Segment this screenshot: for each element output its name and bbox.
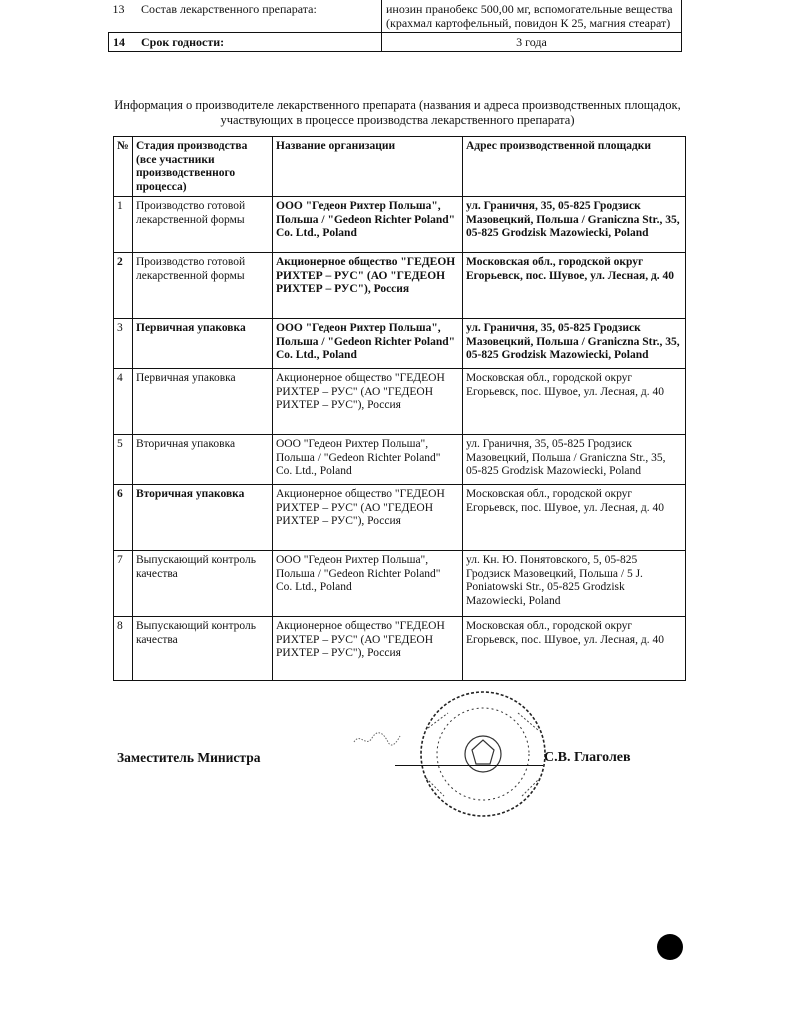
manufacturer-info-heading: Информация о производителе лекарственного препарата (названия и адреса производственных площадок, участвующих в процессе производства лекарственного препарата) xyxy=(114,98,681,127)
header-number: № xyxy=(114,137,133,197)
cell-number: 3 xyxy=(114,319,133,369)
cell-address: Московская обл., городской округ Егорьевск, пос. Шувое, ул. Лесная, д. 40 xyxy=(463,253,686,319)
header-stage: Стадия производства (все участники производственного процесса) xyxy=(133,137,273,197)
cell-organization: ООО "Гедеон Рихтер Польша", Польша / "Gedeon Richter Poland" Co. Ltd., Poland xyxy=(273,197,463,253)
cell-number: 6 xyxy=(114,485,133,551)
table-row xyxy=(114,617,686,681)
page-marker-dot xyxy=(657,934,683,960)
cell-address: Московская обл., городской округ Егорьевск, пос. Шувое, ул. Лесная, д. 40 xyxy=(463,485,686,551)
shelf-life-label: Срок годности: xyxy=(137,33,382,52)
cell-organization: Акционерное общество "ГЕДЕОН РИХТЕР – РУС" (АО "ГЕДЕОН РИХТЕР – РУС"), Россия xyxy=(273,369,463,435)
table-row xyxy=(114,551,686,617)
cell-address: ул. Граничня, 35, 05-825 Гродзиск Мазовецкий, Польша / Graniczna Str., 35, 05-825 Grodzisk Mazowiecki, Poland xyxy=(463,319,686,369)
signature-line xyxy=(395,765,543,766)
cell-organization: ООО "Гедеон Рихтер Польша", Польша / "Gedeon Richter Poland" Co. Ltd., Poland xyxy=(273,435,463,485)
cell-stage: Выпускающий контроль качества xyxy=(133,551,273,617)
cell-organization: Акционерное общество "ГЕДЕОН РИХТЕР – РУС" (АО "ГЕДЕОН РИХТЕР – РУС"), Россия xyxy=(273,253,463,319)
shelf-life-value: 3 года xyxy=(382,33,682,52)
table-row xyxy=(109,33,682,52)
row-number: 14 xyxy=(109,33,138,52)
cell-stage: Производство готовой лекарственной формы xyxy=(133,197,273,253)
table-row xyxy=(114,435,686,485)
cell-stage: Первичная упаковка xyxy=(133,369,273,435)
cell-stage: Вторичная упаковка xyxy=(133,435,273,485)
cell-stage: Вторичная упаковка xyxy=(133,485,273,551)
cell-number: 1 xyxy=(114,197,133,253)
cell-stage: Первичная упаковка xyxy=(133,319,273,369)
table-row xyxy=(114,253,686,319)
cell-address: ул. Граничня, 35, 05-825 Гродзиск Мазовецкий, Польша / Graniczna Str., 35, 05-825 Grodzisk Mazowiecki, Poland xyxy=(463,197,686,253)
cell-address: Московская обл., городской округ Егорьевск, пос. Шувое, ул. Лесная, д. 40 xyxy=(463,617,686,681)
header-organization: Название организации xyxy=(273,137,463,197)
cell-number: 4 xyxy=(114,369,133,435)
cell-organization: Акционерное общество "ГЕДЕОН РИХТЕР – РУС" (АО "ГЕДЕОН РИХТЕР – РУС"), Россия xyxy=(273,485,463,551)
composition-label: Состав лекарственного препарата: xyxy=(141,2,317,16)
cell-address: ул. Кн. Ю. Понятовского, 5, 05-825 Гродзиск Мазовецкий, Польша / 5 J. Poniatowski Str., 05-825 Grodzisk Mazowiecki, Poland xyxy=(463,551,686,617)
cell-organization: ООО "Гедеон Рихтер Польша", Польша / "Gedeon Richter Poland" Co. Ltd., Poland xyxy=(273,319,463,369)
cell-number: 7 xyxy=(114,551,133,617)
signatory-name: С.В. Глаголев xyxy=(544,750,631,765)
composition-value: инозин пранобекс 500,00 мг, вспомогательные вещества (крахмал картофельный, повидон К 25, магния стеарат) xyxy=(382,0,682,33)
cell-stage: Производство готовой лекарственной формы xyxy=(133,253,273,319)
table-row xyxy=(114,485,686,551)
cell-organization: Акционерное общество "ГЕДЕОН РИХТЕР – РУС" (АО "ГЕДЕОН РИХТЕР – РУС"), Россия xyxy=(273,617,463,681)
cell-organization: ООО "Гедеон Рихтер Польша", Польша / "Gedeon Richter Poland" Co. Ltd., Poland xyxy=(273,551,463,617)
table-row xyxy=(114,319,686,369)
cell-stage: Выпускающий контроль качества xyxy=(133,617,273,681)
handwritten-mark xyxy=(352,728,402,750)
signatory-title: Заместитель Министра xyxy=(117,750,261,765)
composition-table xyxy=(108,0,682,52)
cell-number: 8 xyxy=(114,617,133,681)
cell-number: 5 xyxy=(114,435,133,485)
cell-number: 2 xyxy=(114,253,133,319)
table-row xyxy=(109,0,682,33)
header-address: Адрес производственной площадки xyxy=(463,137,686,197)
table-row xyxy=(114,369,686,435)
cell-address: ул. Граничня, 35, 05-825 Гродзиск Мазовецкий, Польша / Graniczna Str., 35, 05-825 Grodzisk Mazowiecki, Poland xyxy=(463,435,686,485)
table-row xyxy=(114,197,686,253)
table-header-row xyxy=(114,137,686,197)
row-number: 13 xyxy=(112,2,125,16)
cell-address: Московская обл., городской округ Егорьевск, пос. Шувое, ул. Лесная, д. 40 xyxy=(463,369,686,435)
official-seal-stamp xyxy=(398,688,568,818)
manufacturers-table xyxy=(113,136,686,681)
